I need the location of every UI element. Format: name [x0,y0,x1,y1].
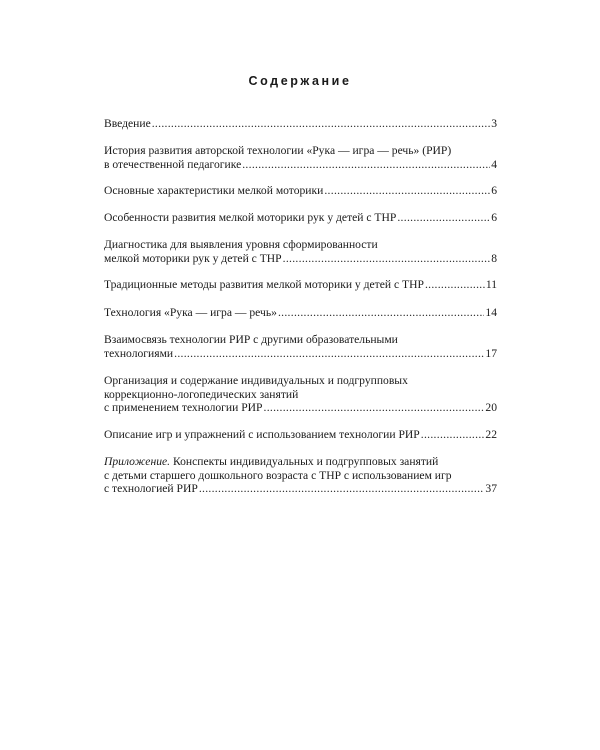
page-number: 3 [491,117,497,130]
dot-leader [152,117,490,131]
toc-entry-introduction[interactable] [104,117,497,131]
dot-leader [264,401,485,415]
toc-entry-fine-motor-features[interactable] [104,211,497,225]
dot-leader [425,278,485,292]
toc-entry-text: в отечественной педагогике [104,157,242,171]
toc-entry-last-line [104,306,497,320]
toc-entry-text: Технология «Рука — игра — речь» [104,306,277,319]
toc-entry-traditional-methods[interactable] [104,278,497,292]
dot-leader [397,211,490,225]
page-number: 22 [485,428,497,441]
toc-entry-text: технологиями [104,346,174,360]
toc-entry-text: Введение [104,117,151,130]
toc-entry-last-line [104,117,497,131]
toc-entry-last-line [104,482,497,496]
toc-entry-last-line [104,428,497,442]
page-number: 37 [485,482,497,496]
page-title: Содержание [248,74,352,88]
page-number: 11 [485,278,497,291]
dot-leader [174,347,484,361]
toc-entry-text: с детьми старшего дошкольного возраста с ТНР с использованием игр [104,468,452,482]
toc-entry-text: Организация и содержание индивидуальных и подгрупповых [104,374,408,387]
toc-entry-text: Основные характеристики мелкой моторики [104,184,324,197]
toc-entry-last-line [104,347,497,361]
toc-entry-text: с технологией РИР [104,482,198,496]
toc-entry-text: Конспекты индивидуальных и подгрупповых занятий [170,455,439,468]
dot-leader [199,482,485,496]
page-number: 14 [485,306,497,319]
toc-entry-games-description[interactable] [104,428,497,442]
toc-entry-organization[interactable] [104,374,497,415]
toc-entry-last-line [104,184,497,198]
toc-entry-last-line [104,278,497,292]
dot-leader [283,252,491,266]
toc-entry-text: Традиционные методы развития мелкой моторики у детей с ТНР [104,278,424,291]
appendix-label: Приложение. [104,455,171,468]
toc-entry-text: История развития авторской технологии «Рука — игра — речь» (РИР) [104,144,452,157]
toc-entry-text: коррекционно-логопедических занятий [104,387,299,401]
toc-entry-last-line [104,211,497,225]
toc-entry-history[interactable] [104,144,497,171]
toc-entry-text: с применением технологии РИР [104,401,263,415]
page-number: 17 [485,346,497,360]
dot-leader [242,158,490,172]
page-number: 6 [491,184,497,197]
dot-leader [421,428,485,442]
toc-entry-last-line [104,252,497,266]
toc-entry-text: мелкой моторики рук у детей с ТНР [104,251,282,265]
toc-entry-first-line [104,455,497,469]
page-number: 20 [485,401,497,415]
toc-entry-appendix[interactable] [104,455,497,496]
dot-leader [324,184,490,198]
toc-entry-text: Описание игр и упражнений с использованием технологии РИР [104,428,420,441]
page-number: 8 [491,251,497,265]
dot-leader [278,306,484,320]
toc-entry-text: Диагностика для выявления уровня сформированности [104,238,378,251]
toc-entry-relationship[interactable] [104,333,497,360]
page-number: 6 [491,211,497,224]
toc-entry-technology[interactable] [104,306,497,320]
toc-entry-text: Взаимосвязь технологии РИР с другими образовательными [104,333,398,346]
toc-entry-diagnostics[interactable] [104,238,497,265]
toc-entry-text: Особенности развития мелкой моторики рук у детей с ТНР [104,211,397,224]
page-number: 4 [491,157,497,171]
toc-entry-fine-motor-characteristics[interactable] [104,184,497,198]
toc-entry-last-line [104,158,497,172]
toc-entry-last-line [104,401,497,415]
